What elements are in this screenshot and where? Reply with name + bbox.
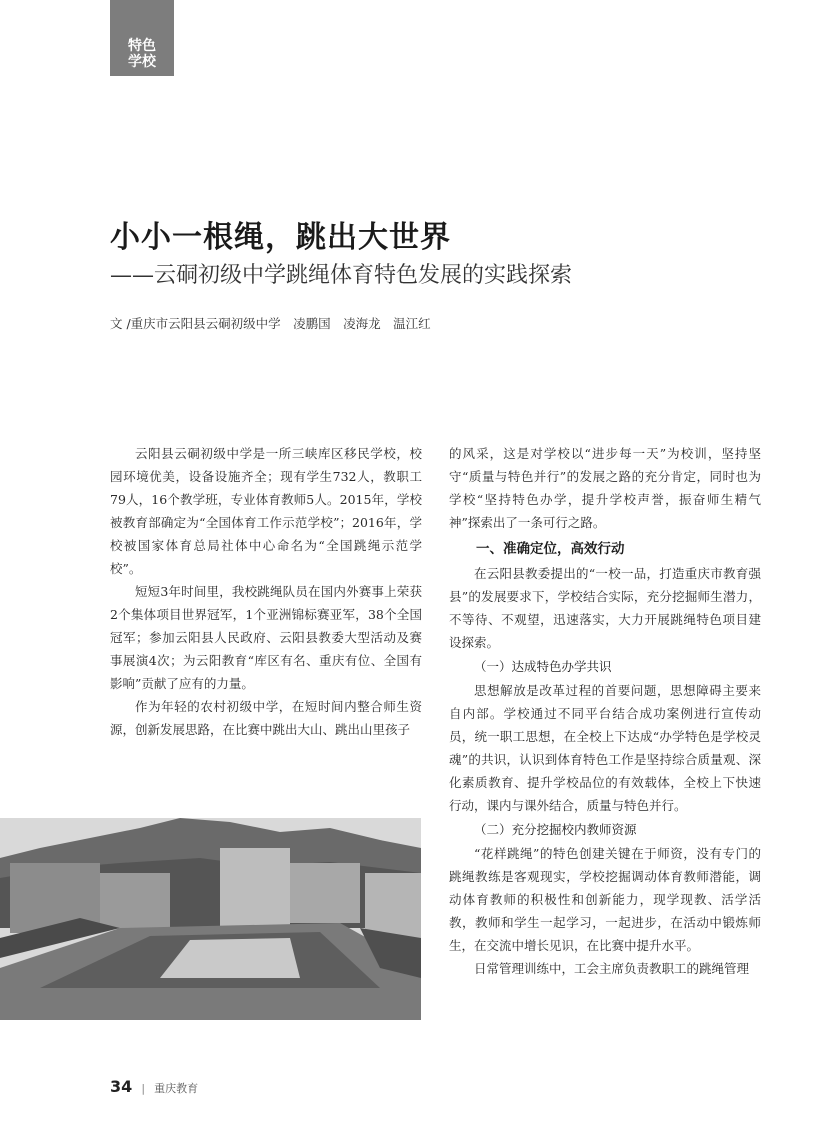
paragraph: 思想解放是改革过程的首要问题，思想障碍主要来自内部。学校通过不同平台结合成功案例进行宣传动员，统一职工思想，在全校上下达成“办学特色是学校灵魂”的共识，认识到体育特色工作是坚持综合质量观、深化素质教育、提升学校品位的有效载体，全校上下快速行动，课内与课外结合，质量与特色并行。 (449, 683, 761, 813)
paragraph: 云阳县云硐初级中学是一所三峡库区移民学校，校园环境优美，设备设施齐全；现有学生732人，教职工79人，16个教学班，专业体育教师5人。2015年，学校被教育部确定为“全国体育工作示范学校”；2016年，学校被国家体育总局社体中心命名为“全国跳绳示范学校”。 (110, 446, 422, 576)
paragraph: 日常管理训练中，工会主席负责教职工的跳绳管理 (474, 961, 750, 976)
section-tag-line2: 学校 (128, 54, 156, 70)
byline: 文 /重庆市云阳县云硐初级中学 凌鹏国 凌海龙 温江红 (110, 316, 431, 331)
section-tag (110, 0, 174, 76)
section-heading: 一、准确定位，高效行动 (476, 541, 625, 557)
left-column (110, 442, 422, 741)
paragraph: 作为年轻的农村初级中学，在短时间内整合师生资源，创新发展思路，在比赛中跳出大山、跳出山里孩子 (110, 699, 422, 737)
section-tag-line1: 特色 (128, 38, 156, 54)
page-number: 34 (110, 1077, 133, 1096)
paragraph: 的风采，这是对学校以“进步每一天”为校训，坚持坚守“质量与特色并行”的发展之路的充分肯定，同时也为学校“坚持特色办学，提升学校声誉，振奋师生精气神”探索出了一条可行之路。 (449, 446, 761, 530)
paragraph: 在云阳县教委提出的“一校一品，打造重庆市教育强县”的发展要求下，学校结合实际，充分挖掘师生潜力，不等待、不观望，迅速落实，大力开展跳绳特色项目建设探索。 (449, 566, 761, 650)
article-subtitle: ——云硐初级中学跳绳体育特色发展的实践探索 (110, 263, 573, 288)
paragraph: “花样跳绳”的特色创建关键在于师资，没有专门的跳绳教练是客观现实，学校挖掘调动体育教师潜能，调动体育教师的积极性和创新能力，现学现教、活学活教，教师和学生一起学习，一起进步，在活动中锻炼师生，在交流中增长见识，在比赛中提升水平。 (449, 846, 761, 953)
right-column (449, 442, 761, 980)
footer-separator: | (141, 1082, 146, 1095)
subsection-heading: （二）充分挖掘校内教师资源 (474, 822, 637, 837)
article-title: 小小一根绳，跳出大世界 (110, 220, 451, 255)
paragraph: 短短3年时间里，我校跳绳队员在国内外赛事上荣获2个集体项目世界冠军，1个亚洲锦标赛亚军，38个全国冠军；参加云阳县人民政府、云阳县教委大型活动及赛事展演4次；为云阳教育“库区有名、重庆有位、全国有影响”贡献了应有的力量。 (110, 584, 423, 691)
magazine-name: 重庆教育 (154, 1082, 199, 1095)
campus-photo (0, 818, 421, 1020)
page-footer (110, 1077, 198, 1096)
subsection-heading: （一）达成特色办学共识 (474, 659, 612, 674)
